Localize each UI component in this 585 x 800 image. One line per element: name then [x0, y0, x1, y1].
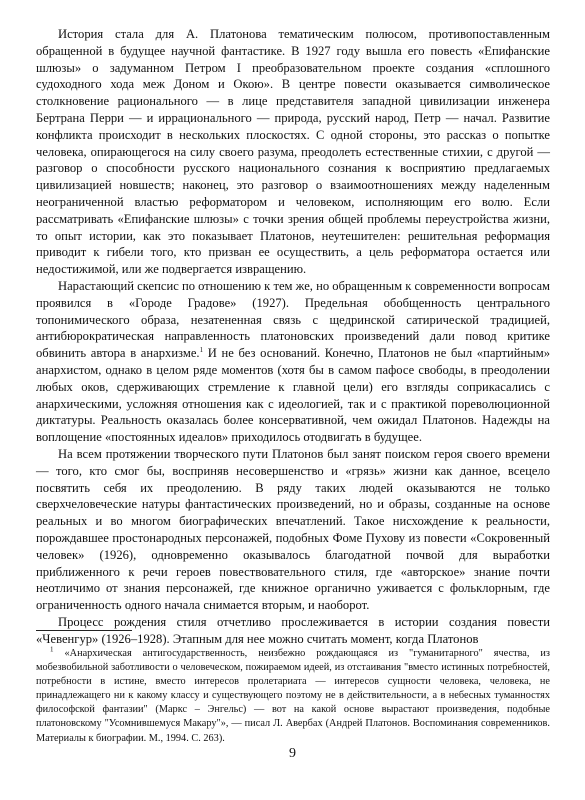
paragraph-gradov	[36, 278, 550, 446]
footnote-reference[interactable]: 1	[199, 345, 204, 354]
paragraph-history: История стала для А. Платонова тематическим полюсом, противопоставленным обращенной в будущее научной фантастике. В 1927 году вышла его повесть «Епифанские шлюзы» о задуманном Петром I преобразовательном проекте создания «сплошного судоходного хода меж Доном и Окою». В центре повести оказывается символическое столкновение рационального — в лице представителя западной цивилизации инженера Бертрана Перри — и иррационального — природа, русский народ, Петр — начал. Развитие конфликта происходит в нескольких плоскостях. С одной стороны, это рассказ о попытке человека, опирающегося на силу своего разума, преодолеть естественные стихии, с другой — разговор о способности русского национального сознания к восприятию предлагаемых цивилизацией новшеств; наконец, это разговор о взаимоотношениях между наделенным неограниченной властью реформатором и человеком, исполняющим его волю. Если рассматривать «Епифанские шлюзы» с точки зрения общей проблемы переустройства жизни, то опыт истории, как это показывает Платонов, неутешителен: решительная реформация приводит к гибели того, кто призван ее осуществить, а цель реформатора остается или недостижимой, или же подвергается извращению.	[36, 27, 550, 277]
page-number: 9	[289, 746, 296, 761]
footnote-divider	[36, 630, 132, 631]
body-text	[36, 26, 550, 647]
paragraph-chevengur: Процесс рождения стиля отчетливо прослеживается в истории создания повести «Чевенгур» (1926–1928). Этапным для нее можно считать момент, когда Платонов	[36, 614, 550, 646]
footnote-marker: 1	[50, 645, 54, 654]
paragraph-hero: На всем протяжении творческого пути Платонов был занят поиском героя своего времени — того, кто смог бы, восприняв несовершенство и «грязь» жизни как данное, всецело посвятить себя их преодолению. В ряду таких людей оказываются не только сверхчеловеческие натуры фантастических произведений, но и образы, созданные на основе реальных и во многом биографических впечатлений. Такое нисхождение к реальности, порождавшее простонародных персонажей, подобных Фоме Пухову из повести «Сокровенный человек» (1926), одновременно оказывалось благодатной почвой для выработки приближенного к речи героев повествовательного стиля, где «авторское» знание почти неотличимо от знания персонажей, где книжное органично уживается с фольклорным, где ограниченность одного начала снимается вторым, и наоборот.	[36, 446, 550, 613]
paragraph-gradov-rest: И не без оснований. Конечно, Платонов не был «партийным» анархистом, однако в целом ряде моментов (хотя бы в самом пафосе свободы, в преодолении любых оков, сдерживающих стремление к главной цели) его взгляды соприкасались с анархическими, усложняя отношения как с идеологией, так и с практикой пореволюционной диктатуры. Реальность оказалась более консервативной, чем ожидал Платонов. Надежды на воплощение «постоянных идеалов» приходилось отодвигать в будущее.	[36, 346, 550, 445]
footnote	[36, 647, 550, 746]
footnote-text: «Анархическая антигосударственность, неизбежно рождающаяся из "гуманитарного" ячества, из мобезвобильной заботливости о человеческом, пожираемом идеей, из отстаивания "вместо истинных потребностей, потребности в истине, вместо интересов пролетариата — интересов сущности человека, человека, не принадлежащего ни к какому классу и существующего поэтому не в действительности, а в небесных туманностях философской фантазии" (Маркс – Энгельс) — вот на какой основе вырастают произведения, подобные платоновскому "Усомнившемуся Макару"», — писал Л. Авербах (Андрей Платонов. Воспоминания современников. Материалы к биографии. М., 1994. С. 263).	[36, 648, 550, 744]
paragraph-gradov-lead: Нарастающий скепсис по отношению к тем же, но обращенным к современности вопросам проявился в «Городе Градове» (1927). Предельная обобщенность центрального топонимического образа, незатененная связь с щедринской сатирической традицией, антибюрократическая направленность платоновских произведений дали повод критике обвинить автора в анархизме.	[36, 278, 550, 361]
